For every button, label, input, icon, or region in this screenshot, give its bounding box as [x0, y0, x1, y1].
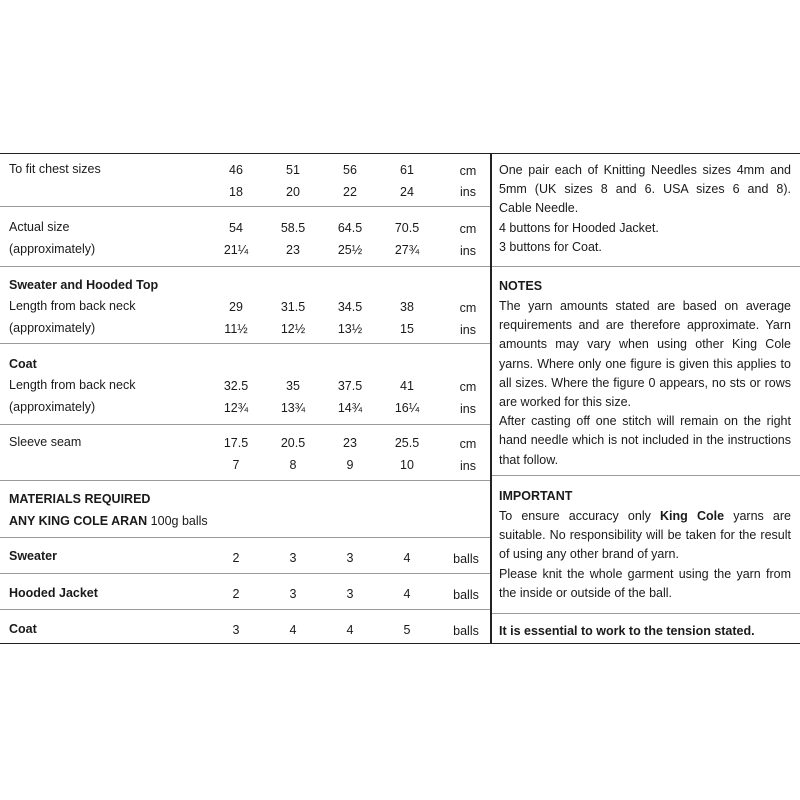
size-value: 20: [286, 185, 300, 199]
unit-label: balls: [453, 552, 479, 566]
size-value: 23: [343, 436, 357, 450]
important-paragraph: [499, 507, 791, 565]
important-post: yarns are suitable. No responsibility will be taken for the result of using any other brand of yarn.: [499, 509, 791, 562]
unit-label: ins: [460, 402, 476, 416]
material-label: Coat: [9, 622, 37, 636]
separator: [0, 343, 490, 344]
unit-label: ins: [460, 323, 476, 337]
size-value: 7: [232, 458, 240, 472]
unit-label: balls: [453, 624, 479, 638]
size-value: 14¾: [337, 401, 363, 415]
size-value: 18: [229, 185, 243, 199]
size-value: 34.5: [337, 300, 363, 314]
notes-paragraph: The yarn amounts stated are based on average requirements and are therefore approximate. Yarn amounts may vary when using other King Cole yarns. Where only one figure is given this applies to all sizes. Where the figure 0 appears, no sts or rows are worked for this size.: [499, 299, 791, 410]
size-value: 24: [400, 185, 414, 199]
ball-count: 4: [403, 551, 411, 565]
size-value: 12¾: [223, 401, 249, 415]
important-paragraph: Please knit the whole garment using the yarn from the inside or outside of the ball.: [499, 566, 791, 600]
row-label: (approximately): [9, 400, 96, 414]
buttons-jacket: 4 buttons for Hooded Jacket.: [499, 220, 659, 235]
separator: [492, 266, 800, 267]
notes-paragraph: After casting off one stitch will remain on the right hand needle which is not included in the instructions that follow.: [499, 414, 791, 467]
ball-count: 2: [232, 587, 240, 601]
size-value: 25½: [337, 243, 363, 257]
bottom-border: [0, 643, 800, 644]
section-heading: Sweater and Hooded Top: [9, 278, 159, 292]
unit-label: ins: [460, 244, 476, 258]
size-value: 58.5: [280, 221, 306, 235]
size-value: 17.5: [223, 436, 249, 450]
separator: [0, 424, 490, 425]
important-pre: To ensure accuracy only: [499, 509, 661, 523]
unit-label: balls: [453, 588, 479, 602]
ball-count: 2: [232, 551, 240, 565]
unit-label: ins: [460, 459, 476, 473]
tension-note: It is essential to work to the tension stated.: [499, 624, 755, 638]
important-body: [499, 507, 791, 603]
separator: [0, 206, 490, 207]
size-value: 31.5: [280, 300, 306, 314]
unit-label: cm: [459, 301, 477, 315]
size-value: 8: [289, 458, 297, 472]
unit-label: cm: [459, 437, 477, 451]
size-value: 29: [229, 300, 243, 314]
ball-count: 3: [289, 551, 297, 565]
separator: [492, 475, 800, 476]
column-divider: [490, 153, 492, 644]
size-value: 22: [343, 185, 357, 199]
size-value: 27¾: [394, 243, 420, 257]
separator: [0, 609, 490, 610]
needles-block: [499, 162, 791, 256]
row-label: Length from back neck: [9, 299, 136, 313]
size-value: 23: [286, 243, 300, 257]
ball-count: 3: [289, 587, 297, 601]
ball-count: 4: [289, 623, 297, 637]
size-value: 12½: [280, 322, 306, 336]
size-value: 51: [286, 163, 300, 177]
size-value: 9: [346, 458, 354, 472]
unit-label: cm: [459, 380, 477, 394]
size-value: 16¼: [394, 401, 420, 415]
yarn-weight: 100g balls: [147, 514, 208, 528]
unit-label: cm: [459, 222, 477, 236]
separator: [0, 537, 490, 538]
size-value: 38: [400, 300, 414, 314]
size-value: 54: [229, 221, 243, 235]
notes-heading: NOTES: [499, 279, 543, 293]
size-value: 13¾: [280, 401, 306, 415]
size-value: 61: [400, 163, 414, 177]
separator: [0, 573, 490, 574]
top-border: [0, 153, 800, 154]
separator: [0, 480, 490, 481]
row-label: Length from back neck: [9, 378, 136, 392]
size-value: 35: [286, 379, 300, 393]
size-value: 15: [400, 322, 414, 336]
size-value: 21¼: [223, 243, 249, 257]
cable-needle: Cable Needle.: [499, 201, 579, 216]
size-value: 56: [343, 163, 357, 177]
size-value: 64.5: [337, 221, 363, 235]
ball-count: 3: [232, 623, 240, 637]
row-label: Actual size: [9, 220, 70, 234]
size-value: 32.5: [223, 379, 249, 393]
unit-label: ins: [460, 185, 476, 199]
section-heading: Coat: [9, 357, 37, 371]
materials-heading: MATERIALS REQUIRED: [9, 492, 151, 506]
material-label: Sweater: [9, 549, 57, 563]
row-label: Sleeve seam: [9, 435, 82, 449]
buttons-coat: 3 buttons for Coat.: [499, 239, 602, 254]
needles-line: One pair each of Knitting Needles sizes 4mm and: [499, 163, 791, 177]
ball-count: 5: [403, 623, 411, 637]
ball-count: 3: [346, 551, 354, 565]
important-heading: IMPORTANT: [499, 489, 573, 503]
yarn-brand: ANY KING COLE ARAN: [9, 514, 148, 528]
yarn-line: [9, 513, 208, 529]
unit-label: cm: [459, 164, 477, 178]
separator: [492, 613, 800, 614]
ball-count: 4: [403, 587, 411, 601]
size-value: 13½: [337, 322, 363, 336]
size-value: 25.5: [394, 436, 420, 450]
size-value: 46: [229, 163, 243, 177]
king-cole-brand: King Cole: [660, 509, 725, 523]
row-label: To fit chest sizes: [9, 162, 101, 176]
material-label: Hooded Jacket: [9, 586, 98, 600]
ball-count: 4: [346, 623, 354, 637]
size-value: 70.5: [394, 221, 420, 235]
size-value: 10: [400, 458, 414, 472]
needles-line: 5mm (UK sizes 8 and 6. USA sizes 6 and 8).: [499, 182, 791, 197]
separator: [0, 266, 490, 267]
size-value: 20.5: [280, 436, 306, 450]
size-value: 37.5: [337, 379, 363, 393]
row-label: (approximately): [9, 321, 96, 335]
size-value: 41: [400, 379, 414, 393]
row-label: (approximately): [9, 242, 96, 256]
size-value: 11½: [224, 322, 248, 336]
notes-body: [499, 297, 791, 470]
ball-count: 3: [346, 587, 354, 601]
